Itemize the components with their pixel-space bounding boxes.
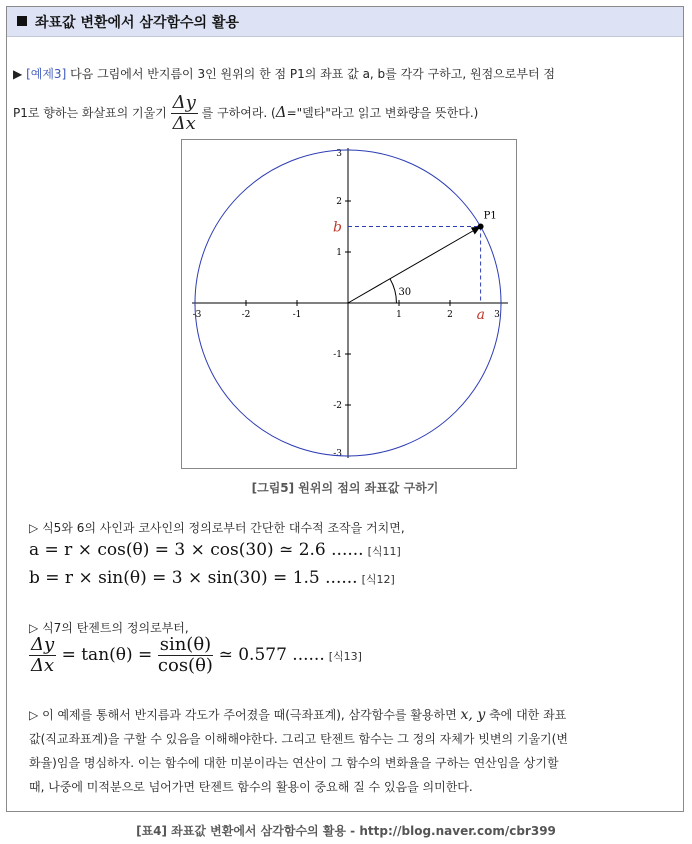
example-text-4: ="델타"라고 읽고 변화량을 뜻한다.) [286, 106, 479, 120]
equation-11-expr: a = r × cos(θ) = 3 × cos(30) ≃ 2.6 ...... [29, 540, 364, 560]
circle-diagram [182, 140, 516, 468]
triangle-outline-icon: ▷ [29, 521, 39, 535]
conclusion [13, 703, 675, 799]
eq13-rhs-den: cos(θ) [157, 655, 213, 676]
example-text-2: P1로 향하는 화살표의 기울기 [13, 106, 167, 120]
b-label: b [333, 219, 342, 236]
tan-intro-text: 식7의 탄젠트의 정의로부터, [42, 621, 189, 635]
x-tick-label: 3 [494, 310, 500, 320]
triangle-outline-icon: ▷ [29, 621, 39, 635]
section-title: 좌표값 변환에서 삼각함수의 활용 [35, 15, 239, 31]
footer-caption: [표4] 좌표값 변환에서 삼각함수의 활용 - http://blog.naver.com/cbr399 [136, 824, 556, 838]
example-line-2 [13, 93, 675, 134]
y-tick-label: -2 [333, 401, 342, 411]
example-text-3: 를 구하여라. ( [201, 106, 276, 120]
y-tick-label: -1 [333, 350, 342, 360]
eq-intro [29, 519, 405, 536]
example-label: [예제3] [26, 67, 67, 81]
conclusion-line-3: 화율)임을 명심하자. 이는 함수에 대한 미분이라는 연산이 그 함수의 변화율을 구하는 연산임을 상기할 [29, 756, 559, 770]
figure-caption: [그림5] 원위의 점의 좌표값 구하기 [251, 481, 439, 495]
eq13-lhs-den: Δx [31, 655, 55, 676]
point-p1 [478, 224, 484, 230]
y-tick-label: -3 [333, 449, 342, 459]
square-bullet-icon [17, 16, 27, 26]
equation-13-tag: [식13] [328, 650, 362, 663]
angle-label: 30 [398, 287, 412, 298]
equation-13 [29, 635, 362, 676]
angle-arc [390, 279, 396, 303]
x-tick-label: -2 [241, 310, 251, 320]
conclusion-text-1b: 축에 대한 좌표 [489, 708, 567, 722]
eq-intro-text: 식5와 6의 사인과 코사인의 정의로부터 간단한 대수적 조작을 거치면, [42, 521, 405, 535]
eq13-rhs-fraction [158, 635, 213, 676]
eq13-tail: ≃ 0.577 ...... [218, 645, 325, 665]
triangle-outline-icon: ▷ [29, 708, 39, 722]
section-header [7, 7, 683, 37]
equation-12-expr: b = r × sin(θ) = 3 × sin(30) = 1.5 ...... [29, 568, 358, 588]
fraction-numerator: Δy [172, 92, 196, 113]
conclusion-line-4: 때, 나중에 미적분으로 넘어가면 탄젠트 함수의 활용이 중요해 질 수 있음을 의미한다. [29, 780, 473, 794]
triangle-bullet-icon: ▶ [13, 67, 23, 81]
slope-fraction [171, 93, 198, 134]
eq13-mid: = tan(θ) = [61, 645, 153, 665]
example-text-1: 다음 그림에서 반지름이 3인 원위의 한 점 P1의 좌표 값 a, b를 각각 구하고, 원점으로부터 점 [70, 67, 555, 81]
conclusion-line-2: 값(직교좌표계)을 구할 수 있음을 이해해야한다. 그리고 탄젠트 함수는 그 정의 자체가 빗변의 기울기(변 [29, 732, 568, 746]
fraction-denominator: Δx [172, 113, 196, 134]
eq13-lhs-num: Δy [31, 634, 55, 655]
a-label: a [476, 307, 485, 323]
equation-11-tag: [식11] [367, 545, 401, 558]
y-tick-label: 3 [336, 149, 342, 159]
x-tick-label: -3 [192, 310, 202, 320]
content-frame [6, 6, 684, 812]
x-tick-label: 2 [447, 310, 453, 320]
point-p1-label: P1 [483, 210, 497, 222]
equation-12 [29, 568, 395, 588]
x-tick-label: -1 [292, 310, 302, 320]
figure-box [181, 139, 517, 469]
eq13-lhs-fraction [29, 635, 56, 676]
eq13-rhs-num: sin(θ) [159, 634, 212, 655]
conclusion-math: x, y [460, 707, 486, 723]
delta-symbol: Δ [275, 103, 287, 121]
x-tick-label: 1 [396, 310, 402, 320]
equation-12-tag: [식12] [361, 573, 395, 586]
equation-11 [29, 540, 401, 560]
conclusion-text-1a: 이 예제를 통해서 반지름과 각도가 주어졌을 때(극좌표계), 삼각함수를 활용하면 [42, 708, 457, 722]
conclusion-line-1 [13, 703, 675, 727]
y-tick-label: 2 [336, 197, 342, 207]
example-line-1 [13, 59, 675, 89]
y-tick-label: 1 [336, 248, 342, 258]
